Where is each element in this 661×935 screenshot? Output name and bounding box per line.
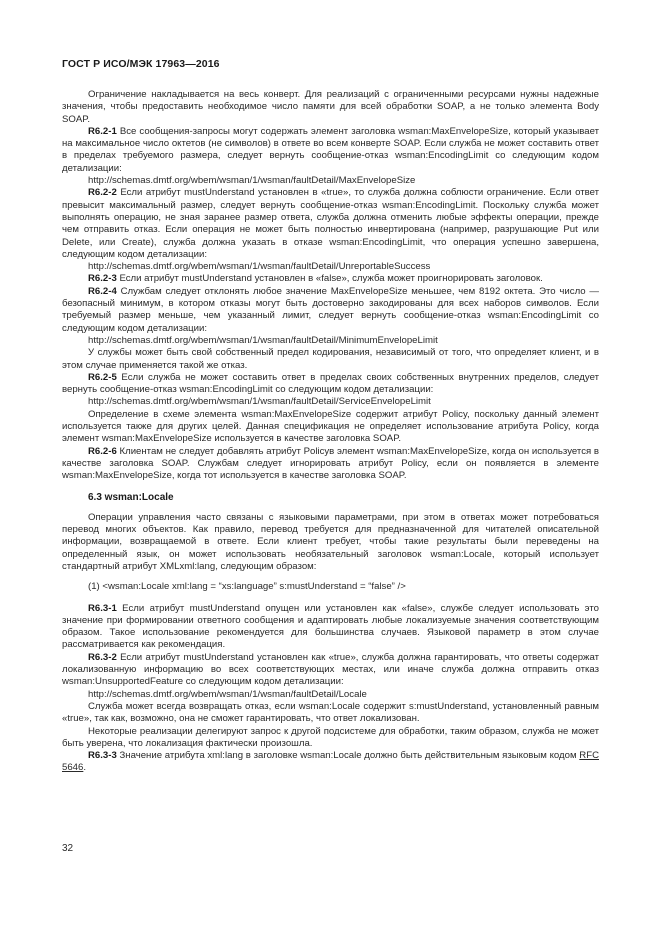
requirement-text: Если атрибут mustUnderstand установлен как «true», служба должна гарантировать, что ответы содержат локализованную информацию во всех соответствующих местах, или иначе служба должна отправить отказ wsman:UnsupportedFeature со следующим кодом детализации: xyxy=(62,651,599,688)
fault-detail-url: http://schemas.dmtf.org/wbem/wsman/1/wsman/faultDetail/ServiceEnvelopeLimit xyxy=(88,396,431,408)
requirement-text: Все сообщения-запросы могут содержать элемент заголовка wsman:MaxEnvelopeSize, который указывает на максимальное число октетов (не символов) в ответе во всем конверте SOAP. Если служба не может составить ответ в пределах требуемого размера, следует вернуть сообщение-отказ wsman:EncodingLimit со следующим кодом детализации: xyxy=(62,125,599,174)
requirement-id: R6.3-1 xyxy=(88,602,117,614)
requirement-text: Если атрибут mustUnderstand опущен или установлен как «false», службе следует использовать это значение при формировании ответного сообщения и адаптировать любые локализуемые значения соответствующим образом. Такое использование рекомендуется для большинства случаев. Языковой параметр в этом случае рассматривается как рекомендация. xyxy=(62,602,599,651)
paragraph: У службы может быть свой собственный предел кодирования, независимый от того, что определяет клиент, и в этом случае применяется такой же отказ. xyxy=(62,347,599,371)
requirement-r6-3-3 xyxy=(62,750,599,775)
paragraph: Операции управления часто связаны с языковыми параметрами, при этом в ответах может потребоваться перевод многих объектов. Как правило, перевод требуется для предназначенной для читателей описательной информации, возвращаемой в ответе. Если клиент требует, чтобы такие результаты были переведены на определенный язык, он может использовать необязательный заголовок wsman:Locale, который использует стандартный атрибут XMLxml:lang, следующим образом: xyxy=(62,511,599,572)
requirement-text: Клиентам не следует добавлять атрибут Policyв элемент wsman:MaxEnvelopeSize, когда он используется в качестве заголовка SOAP. Службам следует игнорировать атрибут Policy, если он появляется в элементе wsman:MaxEnvelopeSize, когда тот используется в качестве заголовка SOAP. xyxy=(62,445,599,482)
paragraph: Служба может всегда возвращать отказ, если wsman:Locale содержит s:mustUnderstand, установленный равным «true», так как, возможно, она не сможет гарантировать, что ответ локализован. xyxy=(62,700,599,725)
rfc-5646-link[interactable]: RFC 5646 xyxy=(62,750,599,774)
requirement-id: R6.2-3 xyxy=(88,273,117,285)
requirement-text: Если атрибут mustUnderstand установлен в «true», то служба должна соблюсти ограничение. Если ответ превысит максимальный размер, следует вернуть сообщение-отказ wsman:EncodingLimit. Поскольку служба может выполнять операцию, не зная заранее размер ответа, служба должна отменить любые эффекты операции, прежде чем отправить отказ. Если операция не может быть полностью инвертирована (например, разрушающие Put или Delete, или Create), служба должна указать в отказе wsman:EncodingLimit, что операция успешно завершена, следующим кодом детализации: xyxy=(62,187,599,260)
requirement-r6-2-5 xyxy=(62,372,599,397)
fault-detail-url: http://schemas.dmtf.org/wbem/wsman/1/wsman/faultDetail/MinimumEnvelopeLimit xyxy=(88,334,438,346)
requirement-text: Если служба не может составить ответ в пределах своих собственных внутренних пределов, следует вернуть сообщение-отказ wsman:EncodingLimit со следующим кодом детализации: xyxy=(62,371,599,396)
fault-detail-url: http://schemas.dmtf.org/wbem/wsman/1/wsman/faultDetail/MaxEnvelopeSize xyxy=(88,175,416,187)
requirement-r6-3-2 xyxy=(62,652,599,689)
requirement-id: R6.2-2 xyxy=(88,187,117,199)
document-body xyxy=(62,89,599,775)
document-header: ГОСТ Р ИСО/МЭК 17963—2016 xyxy=(62,58,220,70)
page-number: 32 xyxy=(62,843,74,854)
requirement-r6-2-2 xyxy=(62,187,599,261)
paragraph: Ограничение накладывается на весь конверт. Для реализаций с ограниченными ресурсами нужны надежные значения, чтобы предоставить необходимое число памяти для всей обработки SOAP, а не только элемента Body SOAP. xyxy=(62,89,599,125)
code-example: (1) <wsman:Locale xml:lang = “xs:language” s:mustUnderstand = “false” /> xyxy=(88,581,406,593)
fault-detail-url: http://schemas.dmtf.org/wbem/wsman/1/wsman/faultDetail/UnreportableSuccess xyxy=(88,261,431,273)
requirement-text: Службам следует отклонять любое значение MaxEnvelopeSize меньшее, чем 8192 октета. Это число — безопасный минимум, в котором отказы могут быть достоверно закодированы для всех наборов символов. Если требуемый размер меньше, чем указанный лимит, следует вернуть сообщение-отказ wsman:EncodingLimit со следующим кодом детализации: xyxy=(62,285,599,334)
requirement-id: R6.2-5 xyxy=(88,371,117,383)
requirement-r6-2-3 xyxy=(62,273,599,285)
requirement-r6-2-1 xyxy=(62,126,599,175)
requirement-text: Значение атрибута xml:lang в заголовке wsman:Locale должно быть действительным языковым кодом xyxy=(116,750,580,762)
paragraph: Некоторые реализации делегируют запрос к другой подсистеме для обработки, таким образом, служба не может быть уверена, что локализация фактически произошла. xyxy=(62,725,599,749)
requirement-id: R6.2-1 xyxy=(88,125,117,137)
fault-detail-url: http://schemas.dmtf.org/wbem/wsman/1/wsman/faultDetail/Locale xyxy=(88,688,367,700)
requirement-text: Если атрибут mustUnderstand установлен в «false», служба может проигнорировать заголовок. xyxy=(116,273,543,285)
requirement-id: R6.2-6 xyxy=(88,445,117,457)
requirement-id: R6.3-3 xyxy=(88,750,117,762)
requirement-id: R6.3-2 xyxy=(88,651,117,663)
paragraph: Определение в схеме элемента wsman:MaxEnvelopeSize содержит атрибут Policy, поскольку данный элемент используется также для других целей. Данная спецификация не определяет использование атрибута Policy, когда элемент wsman:MaxEnvelopeSize используется в качестве заголовка SOAP. xyxy=(62,408,599,445)
requirement-text-end: . xyxy=(83,762,87,774)
requirement-r6-3-1 xyxy=(62,603,599,652)
requirement-r6-2-4 xyxy=(62,286,599,335)
requirement-id: R6.2-4 xyxy=(88,285,117,297)
section-heading: 6.3 wsman:Locale xyxy=(88,491,174,503)
requirement-r6-2-6 xyxy=(62,446,599,483)
